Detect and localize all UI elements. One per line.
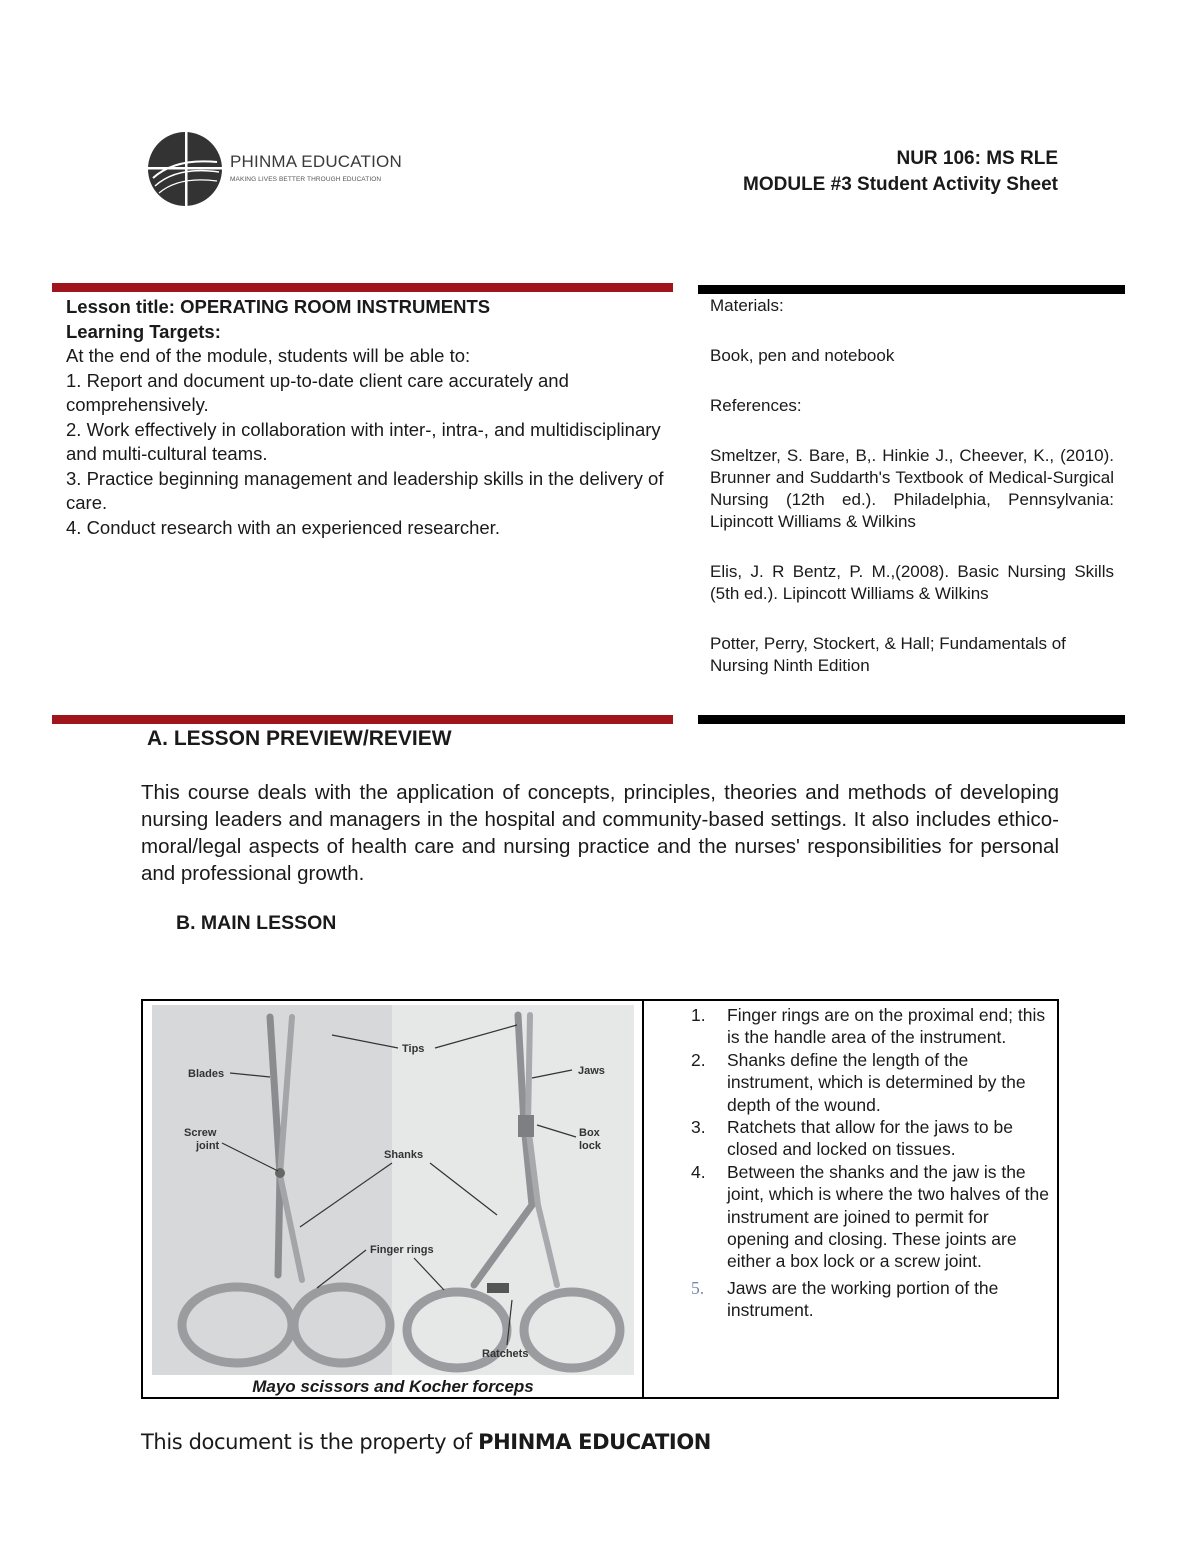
list-item: [660, 1004, 1052, 1049]
logo-tagline: MAKING LIVES BETTER THROUGH EDUCATION: [230, 176, 382, 183]
point-number: 3.: [691, 1117, 706, 1138]
label-blades: Blades: [188, 1068, 225, 1080]
course-code: NUR 106: MS RLE: [896, 148, 1058, 169]
list-item: [660, 1049, 1052, 1116]
list-item: [660, 1277, 1052, 1322]
point-number: 1.: [691, 1005, 706, 1025]
learning-target-1: 1. Report and document up-to-date client care accurately and comprehensively.: [66, 369, 569, 415]
label-finger-rings: Finger rings: [370, 1244, 434, 1256]
footer-owner: PHINMA EDUCATION: [478, 1430, 711, 1454]
section-a-heading: A. LESSON PREVIEW/REVIEW: [147, 727, 452, 750]
footer-ownership: [141, 1430, 711, 1454]
materials-block: [710, 295, 1114, 677]
table-divider: [642, 999, 644, 1399]
point-number: 2.: [691, 1049, 706, 1070]
label-joint: joint: [196, 1140, 220, 1152]
point-text: Ratchets that allow for the jaws to be closed and locked on tissues.: [727, 1117, 1013, 1160]
instrument-points: [660, 1004, 1052, 1322]
materials-items: Book, pen and notebook: [710, 346, 895, 365]
label-screw: Screw: [184, 1127, 217, 1139]
learning-targets-intro: At the end of the module, students will be able to:: [66, 345, 471, 366]
label-box: Box: [579, 1127, 600, 1139]
learning-target-4: 4. Conduct research with an experienced researcher.: [66, 516, 500, 538]
figure-caption: Mayo scissors and Kocher forceps: [252, 1377, 534, 1396]
list-item: [660, 1116, 1052, 1161]
top-red-bar: [52, 283, 673, 292]
learning-target-3: 3. Practice beginning management and leadership skills in the delivery of care.: [66, 467, 664, 513]
list-item: [660, 1161, 1052, 1273]
label-tips: Tips: [402, 1043, 425, 1055]
label-ratchets: Ratchets: [482, 1348, 529, 1360]
learning-target-2: 2. Work effectively in collaboration with inter-, intra-, and multidisciplinary and multi-cultural teams.: [66, 418, 661, 464]
materials-label: Materials:: [710, 296, 784, 315]
reference-3: Potter, Perry, Stockert, & Hall; Fundamentals of Nursing Ninth Edition: [710, 634, 1066, 675]
point-text: Finger rings are on the proximal end; this is the handle area of the instrument.: [727, 1005, 1046, 1048]
point-number: 4.: [691, 1161, 706, 1182]
point-text: Between the shanks and the jaw is the joint, which is where the two halves of the instrument are joined to permit for opening and closing. These joints are either a box lock or a screw joint.: [727, 1161, 1049, 1272]
lesson-block: [66, 295, 666, 540]
label-lock: lock: [579, 1140, 602, 1152]
top-black-bar: [698, 285, 1125, 294]
lesson-title: Lesson title: OPERATING ROOM INSTRUMENTS: [66, 296, 491, 317]
logo-name: PHINMA EDUCATION: [230, 152, 402, 171]
module-title: MODULE #3 Student Activity Sheet: [743, 174, 1058, 195]
point-text: Jaws are the working portion of the instrument.: [727, 1277, 999, 1321]
point-number: 5.: [691, 1277, 705, 1298]
instruments-photo: [152, 1005, 634, 1375]
section-b-heading: B. MAIN LESSON: [176, 912, 337, 934]
label-jaws: Jaws: [578, 1065, 605, 1077]
label-shanks: Shanks: [384, 1149, 424, 1161]
point-text: Shanks define the length of the instrument, which is determined by the depth of the wound.: [727, 1049, 1026, 1115]
reference-2: Elis, J. R Bentz, P. M.,(2008). Basic Nursing Skills (5th ed.). Lipincott Williams & Wilkins: [710, 562, 1114, 603]
bottom-red-bar: [52, 715, 673, 724]
bottom-black-bar: [698, 715, 1125, 724]
footer-prefix: This document is the property of: [141, 1430, 479, 1454]
references-label: References:: [710, 396, 802, 415]
reference-1: Smeltzer, S. Bare, B,. Hinkie J., Cheever, K., (2010). Brunner and Suddarth's Textbook of Medical-Surgical Nursing (12th ed.). Philadelphia, Pennsylvania: Lipincott Williams & Wilkins: [710, 446, 1114, 531]
lesson-preview-text: This course deals with the application of concepts, principles, theories and methods of developing nursing leaders and managers in the hospital and community-based settings. It also includes ethico-moral/legal aspects of health care and nursing practice and the nurses' responsibilities for personal and professional growth.: [141, 781, 1059, 885]
learning-targets-label: Learning Targets:: [66, 320, 221, 342]
